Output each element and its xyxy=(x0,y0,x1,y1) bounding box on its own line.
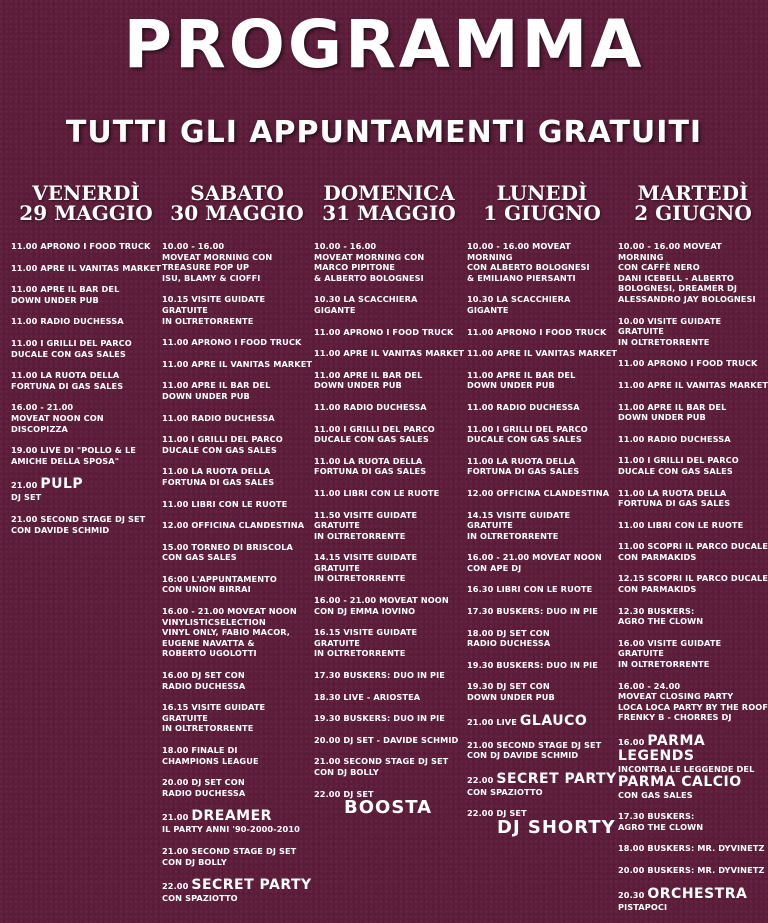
event-item: 17.30 BUSKERS: DUO IN PIE xyxy=(467,606,598,617)
event-item xyxy=(466,714,618,729)
event-headline: PARMA CALCIO xyxy=(618,773,742,790)
event-item: 11.00 LA RUOTA DELLA FORTUNA DI GAS SALES xyxy=(467,455,580,477)
day-column xyxy=(10,183,162,546)
event-time: 22.00 DJ SET xyxy=(314,788,374,799)
event-item: 14.15 VISITE GUIDATE GRATUITE IN OLTRETORRENTE xyxy=(467,509,571,541)
day-header xyxy=(617,183,768,223)
event-item: 11.00 LA RUOTA DELLA FORTUNA DI GAS SALES xyxy=(314,455,427,477)
event-item: 18.00 BUSKERS: MR. DYVINETZ xyxy=(618,843,765,854)
event-item: 11.00 APRE IL BAR DEL DOWN UNDER PUB xyxy=(162,380,271,401)
event-item: 11.00 APRONO I FOOD TRUCK xyxy=(618,358,758,369)
day-date: 1 GIUGNO xyxy=(483,201,601,225)
event-item: 11.00 RADIO DUCHESSA xyxy=(314,401,427,412)
event-item: 16.15 VISITE GUIDATE GRATUITE IN OLTRETORRENTE xyxy=(162,702,266,734)
event-item: 11.00 I GRILLI DEL PARCO DUCALE CON GAS SALES xyxy=(618,455,739,476)
event-item: 11.00 APRE IL BAR DEL DOWN UNDER PUB xyxy=(11,284,120,305)
day-column xyxy=(161,183,313,915)
event-time: 22.00 xyxy=(467,774,497,785)
event-detail: CON GAS SALES xyxy=(618,789,693,800)
event-item: 18.00 DJ SET CON RADIO DUCHESSA xyxy=(467,627,551,649)
event-item: 11.00 LIBRI CON LE RUOTE xyxy=(314,487,440,498)
event-detail: CON SPAZIOTTO xyxy=(467,786,543,797)
day-date: 29 MAGGIO xyxy=(19,201,153,225)
event-item xyxy=(313,789,465,818)
event-item: 16.00 - 21.00 MOVEAT NOON CON APE DJ xyxy=(467,552,602,573)
event-item: 21.00 SECOND STAGE DJ SET CON DJ DAVIDE SCHMID xyxy=(467,739,602,761)
event-time: 22.00 DJ SET xyxy=(467,808,527,819)
event-headline: PULP xyxy=(40,476,84,493)
event-item xyxy=(10,477,162,503)
event-item: 11.00 APRE IL VANITAS MARKET xyxy=(467,348,618,359)
event-item: 12.30 BUSKERS: AGRO THE CLOWN xyxy=(618,605,704,627)
event-time: 22.00 xyxy=(162,881,192,892)
event-item: 11.00 LA RUOTA DELLA FORTUNA DI GAS SALES xyxy=(11,370,124,391)
event-item: 11.00 RADIO DUCHESSA xyxy=(11,316,124,327)
event-item: 11.00 RADIO DUCHESSA xyxy=(618,433,731,444)
event-item: 11.00 APRE IL VANITAS MARKET xyxy=(162,358,313,369)
day-date: 31 MAGGIO xyxy=(322,201,456,225)
event-item: 11.00 APRE IL VANITAS MARKET xyxy=(618,379,768,390)
day-header xyxy=(10,183,162,223)
event-headline: ORCHESTRA xyxy=(647,885,748,902)
event-item: 11.00 LIBRI CON LE RUOTE xyxy=(618,519,744,530)
event-item: 11.00 I GRILLI DEL PARCO DUCALE CON GAS SALES xyxy=(11,337,132,359)
event-time: 20.30 xyxy=(618,889,648,900)
event-item: 12.15 SCOPRI IL PARCO DUCALE CON PARMAKIDS xyxy=(618,573,768,595)
event-item xyxy=(617,734,768,775)
event-time: 21.00 xyxy=(162,812,192,823)
event-item xyxy=(161,809,313,835)
event-item: 10.30 LA SCACCHIERA GIGANTE xyxy=(314,294,418,315)
event-item: 11.00 LA RUOTA DELLA FORTUNA DI GAS SALES xyxy=(618,487,731,509)
event-item: 10.15 VISITE GUIDATE GRATUITE IN OLTRETORRENTE xyxy=(162,294,266,326)
day-name: DOMENICA xyxy=(323,181,455,205)
event-detail: IL PARTY ANNI '90-2000-2010 xyxy=(162,824,300,835)
event-item: 20.00 BUSKERS: MR. DYVINETZ xyxy=(618,864,765,875)
event-item: 20.00 DJ SET CON RADIO DUCHESSA xyxy=(162,777,246,798)
event-item: 10.00 VISITE GUIDATE GRATUITE IN OLTRETORRENTE xyxy=(618,315,722,347)
event-item: 19.30 BUSKERS: DUO IN PIE xyxy=(314,713,445,724)
day-header xyxy=(161,183,313,223)
day-name: MARTEDÌ xyxy=(637,181,749,205)
event-item: 11.00 APRONO I FOOD TRUCK xyxy=(11,241,151,251)
event-item: 11.00 RADIO DUCHESSA xyxy=(467,401,580,412)
event-item: 11.00 APRE IL VANITAS MARKET xyxy=(11,262,162,273)
event-item xyxy=(161,878,313,904)
event-headline: SECRET PARTY xyxy=(191,877,312,894)
event-headline: GLAUCO xyxy=(519,712,588,729)
event-item: 16.30 LIBRI CON LE RUOTE xyxy=(467,584,593,595)
event-item: 19.00 LIVE DI "POLLO & LE AMICHE DELLA SPOSA" xyxy=(11,445,136,466)
event-item: 11.00 APRE IL BAR DEL DOWN UNDER PUB xyxy=(467,369,576,391)
day-name: VENERDÌ xyxy=(32,181,140,205)
event-item: 11.00 APRONO I FOOD TRUCK xyxy=(162,337,302,348)
event-item: 11.00 APRONO I FOOD TRUCK xyxy=(467,326,607,337)
day-name: LUNEDÌ xyxy=(496,181,588,205)
event-item: 16.00 - 24.00 MOVEAT CLOSING PARTY LOCA LOCA PARTY BY THE ROOF FRENKY B - CHORRES DJ xyxy=(618,680,768,723)
event-detail: CON SPAZIOTTO xyxy=(162,893,238,904)
event-item xyxy=(466,772,618,798)
event-item: 10.00 - 16.00 MOVEAT MORNING CON CAFFÈ NERO DANI ICEBELL - ALBERTO BOLOGNESI, DREAMER DJ ALESSANDRO JAY BOLOGNESI xyxy=(618,241,756,304)
event-item: 19.30 DJ SET CON DOWN UNDER PUB xyxy=(467,681,555,703)
day-column xyxy=(617,183,768,923)
event-item xyxy=(617,887,768,913)
day-header xyxy=(313,183,465,223)
event-detail: INCONTRA LE LEGGENDE DEL xyxy=(618,764,755,774)
day-column xyxy=(466,183,618,848)
event-item xyxy=(466,808,618,837)
event-item: 16.15 VISITE GUIDATE GRATUITE IN OLTRETORRENTE xyxy=(314,627,418,659)
event-item: 11.00 I GRILLI DEL PARCO DUCALE CON GAS SALES xyxy=(467,423,588,445)
event-headline: PARMA LEGENDS xyxy=(618,733,706,764)
event-item: 19.30 BUSKERS: DUO IN PIE xyxy=(467,659,598,670)
event-item: 11.00 RADIO DUCHESSA xyxy=(162,412,275,423)
event-item: 16.00 VISITE GUIDATE GRATUITE IN OLTRETORRENTE xyxy=(618,637,722,670)
event-item: 10.00 - 16.00 MOVEAT MORNING CON ALBERTO BOLOGNESI & EMILIANO PIERSANTI xyxy=(467,241,590,283)
event-item: 11.50 VISITE GUIDATE GRATUITE IN OLTRETORRENTE xyxy=(314,509,418,541)
event-item: 14.15 VISITE GUIDATE GRATUITE IN OLTRETORRENTE xyxy=(314,552,418,584)
page-subtitle: TUTTI GLI APPUNTAMENTI GRATUITI xyxy=(65,115,703,150)
event-item: 11.00 I GRILLI DEL PARCO DUCALE CON GAS SALES xyxy=(162,434,283,455)
event-item: 17.30 BUSKERS: AGRO THE CLOWN xyxy=(618,811,704,832)
day-date: 2 GIUGNO xyxy=(634,201,752,225)
event-headline: SECRET PARTY xyxy=(496,770,617,787)
event-item: 10.00 - 16.00 MOVEAT MORNING CON TREASURE POP UP ISU, BLAMY & CIOFFI xyxy=(162,241,273,283)
event-item: 20.00 DJ SET - DAVIDE SCHMID xyxy=(314,734,459,745)
event-item xyxy=(617,775,768,801)
page-title: PROGRAMMA xyxy=(123,6,645,83)
event-time: 16.00 xyxy=(618,737,648,747)
event-item: 10.30 LA SCACCHIERA GIGANTE xyxy=(467,294,571,315)
event-item: 16.00 - 21.00 MOVEAT NOON CON DISCOPIZZA xyxy=(11,402,104,434)
day-column xyxy=(313,183,465,828)
event-item: 11.00 SCOPRI IL PARCO DUCALE CON PARMAKIDS xyxy=(618,541,768,562)
event-headline: BOOSTA xyxy=(344,797,433,819)
event-item: 11.00 APRE IL BAR DEL DOWN UNDER PUB xyxy=(314,369,423,391)
event-item: 11.00 I GRILLI DEL PARCO DUCALE CON GAS SALES xyxy=(314,423,435,445)
day-header xyxy=(466,183,618,223)
day-date: 30 MAGGIO xyxy=(170,201,304,225)
event-time: 21.00 xyxy=(11,480,41,491)
event-item: 17.30 BUSKERS: DUO IN PIE xyxy=(314,670,445,681)
event-item: 10.00 - 16.00 MOVEAT MORNING CON MARCO PIPITONE & ALBERTO BOLOGNESI xyxy=(314,241,425,283)
event-item: 11.00 APRE IL BAR DEL DOWN UNDER PUB xyxy=(618,401,727,423)
event-item: 18.00 FINALE DI CHAMPIONS LEAGUE xyxy=(162,745,259,766)
event-item: 16.00 - 21.00 MOVEAT NOON CON DJ EMMA IOVINO xyxy=(314,595,449,616)
event-detail: DJ SET xyxy=(11,492,42,503)
event-headline: DREAMER xyxy=(191,808,272,825)
event-item: 16.00 DJ SET CON RADIO DUCHESSA xyxy=(162,670,246,691)
event-item: 11.00 APRONO I FOOD TRUCK xyxy=(314,326,454,337)
event-item: 21.00 SECOND STAGE DJ SET CON DJ BOLLY xyxy=(162,845,297,867)
event-item: 11.00 LIBRI CON LE RUOTE xyxy=(162,498,288,509)
event-item: 18.30 LIVE - ARIOSTEA xyxy=(314,691,421,702)
event-item: 21.00 SECOND STAGE DJ SET CON DAVIDE SCHMID xyxy=(11,513,146,535)
event-time: 21.00 LIVE xyxy=(467,716,520,727)
event-detail: PISTAPOCI xyxy=(618,901,668,912)
event-item: 15.00 TORNEO DI BRISCOLA CON GAS SALES xyxy=(162,541,293,563)
day-name: SABATO xyxy=(190,181,284,205)
event-item: 16.00 - 21.00 MOVEAT NOON VINYLISTICSELECTION VINYL ONLY, FABIO MACOR, EUGENE NAVATTA & ROBERTO UGOLOTTI xyxy=(162,606,297,659)
event-item: 16:00 L'APPUNTAMENTO CON UNION BIRRAI xyxy=(162,573,277,595)
event-item: 21.00 SECOND STAGE DJ SET CON DJ BOLLY xyxy=(314,756,449,777)
event-headline: DJ SHORTY xyxy=(497,817,616,838)
event-item: 12.00 OFFICINA CLANDESTINA xyxy=(162,520,305,531)
event-item: 11.00 LA RUOTA DELLA FORTUNA DI GAS SALES xyxy=(162,466,275,487)
event-item: 12.00 OFFICINA CLANDESTINA xyxy=(467,487,610,498)
event-item: 11.00 APRE IL VANITAS MARKET xyxy=(314,348,465,359)
